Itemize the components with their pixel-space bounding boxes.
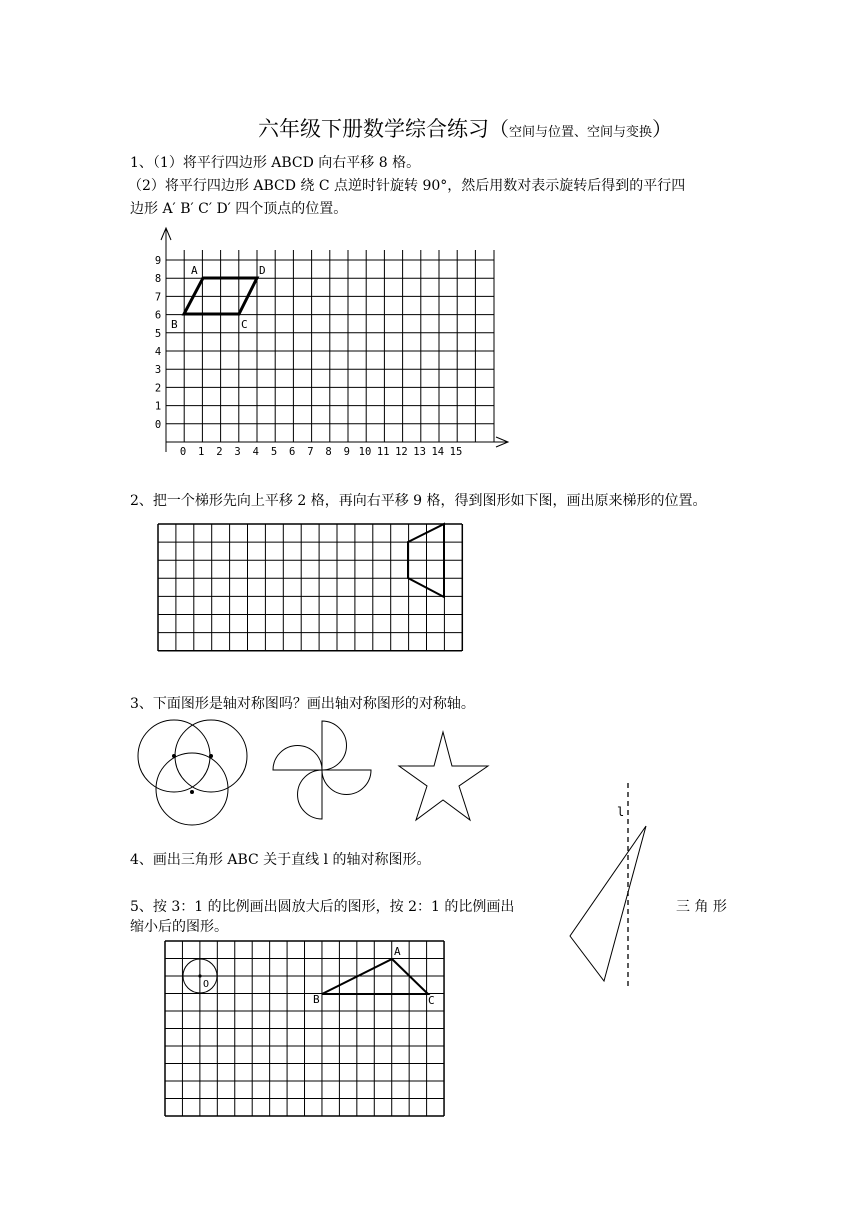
q3-center-dot-right xyxy=(209,754,213,758)
q3-figure xyxy=(138,720,488,825)
q5-label-b: B xyxy=(313,993,320,1006)
q1-x-tick-label: 7 xyxy=(307,446,314,458)
q1-x-tick-label: 2 xyxy=(216,446,223,458)
title-subtitle: 空间与位置、空间与变换 xyxy=(509,125,653,140)
title-paren-open: （ xyxy=(489,117,509,141)
q3-circle-bottom xyxy=(156,753,228,825)
q3-pinwheel-blade-right xyxy=(322,770,371,795)
q3-pinwheel-blade-left xyxy=(273,746,322,771)
q5-label-o: O xyxy=(203,979,210,990)
q1-y-tick-labels xyxy=(155,255,161,431)
title-text: 六年级下册数学综合练习 xyxy=(258,117,489,141)
q3-pinwheel-blade-bottom xyxy=(298,770,322,819)
q1-x-tick-label: 6 xyxy=(289,446,296,458)
q5-figure xyxy=(165,941,444,1116)
q1-label-d: D xyxy=(259,264,266,277)
q1-y-tick-label: 3 xyxy=(154,364,162,377)
q1-y-tick-label: 9 xyxy=(154,255,162,267)
q1-figure xyxy=(155,228,508,458)
q1-y-tick-label: 1 xyxy=(154,400,162,413)
q3-pinwheel-blade-top xyxy=(322,721,347,770)
q1-label-a: A xyxy=(191,264,198,277)
q1-label-b: B xyxy=(171,318,178,331)
q1-x-tick-label: 11 xyxy=(376,446,390,458)
q1-x-tick-label: 13 xyxy=(413,446,426,458)
q1-y-tick-label: 7 xyxy=(154,291,162,304)
q5-label-c: C xyxy=(428,994,435,1007)
q5-label-a: A xyxy=(394,945,401,958)
q3-pinwheel xyxy=(273,721,371,819)
title-paren-close: ） xyxy=(652,117,673,141)
q4-figure xyxy=(570,783,646,987)
q2-text: 2、把一个梯形先向上平移 2 格，再向右平移 9 格，得到图形如下图，画出原来梯形的位置。 xyxy=(130,493,707,509)
q2-grid xyxy=(158,524,462,651)
q1-x-tick-label: 10 xyxy=(358,446,372,458)
q4-triangle-abc xyxy=(570,826,646,981)
q1-x-tick-label: 9 xyxy=(343,446,350,458)
q5-circle-center xyxy=(198,974,201,977)
q1-x-tick-label: 3 xyxy=(234,446,241,458)
q1-y-tick-label: 0 xyxy=(154,418,162,431)
q5-grid xyxy=(165,941,444,1116)
q3-center-dot-bottom xyxy=(190,790,194,794)
q4-line-label: l xyxy=(617,805,625,819)
q1-y-tick-label: 5 xyxy=(154,327,162,340)
q1-y-tick-label: 4 xyxy=(154,346,162,358)
q1-x-tick-label: 0 xyxy=(179,446,187,458)
q1-line1: 1、（1）将平行四边形 ABCD 向右平移 8 格。 xyxy=(130,155,421,171)
q2-figure xyxy=(158,524,462,651)
q5-line1: 5、按 3：1 的比例画出圆放大后的图形，按 2：1 的比例画出 xyxy=(130,899,515,915)
q3-center-dot-left xyxy=(172,754,176,758)
q1-x-tick-label: 14 xyxy=(431,446,445,458)
q1-y-tick-label: 6 xyxy=(154,309,162,322)
q1-x-tick-label: 1 xyxy=(198,446,205,458)
q1-y-tick-label: 8 xyxy=(154,273,162,286)
q1-x-tick-label: 5 xyxy=(270,446,278,458)
q4-text: 4、画出三角形 ABC 关于直线 l 的轴对称图形。 xyxy=(130,852,431,868)
q1-x-tick-labels xyxy=(180,446,462,458)
q3-star xyxy=(399,732,488,820)
q3-text: 3、下面图形是轴对称图吗？画出轴对称图形的对称轴。 xyxy=(130,696,475,712)
q5-line1-end: 三 角 形 xyxy=(676,899,727,915)
q1-line3: 边形 A′ B′ C′ D′ 四个顶点的位置。 xyxy=(130,201,348,217)
q1-x-tick-label: 8 xyxy=(325,446,332,458)
q1-y-tick-label: 2 xyxy=(154,382,162,395)
q5-line2: 缩小后的图形。 xyxy=(130,919,228,935)
q1-x-tick-label: 15 xyxy=(449,446,463,458)
q3-three-circles xyxy=(138,720,247,825)
q1-label-c: C xyxy=(241,318,248,331)
q1-x-tick-label: 4 xyxy=(252,446,259,458)
q1-x-tick-label: 12 xyxy=(395,446,408,458)
q1-line2: （2）将平行四边形 ABCD 绕 C 点逆时针旋转 90°，然后用数对表示旋转后得到的平行四 xyxy=(128,178,686,194)
